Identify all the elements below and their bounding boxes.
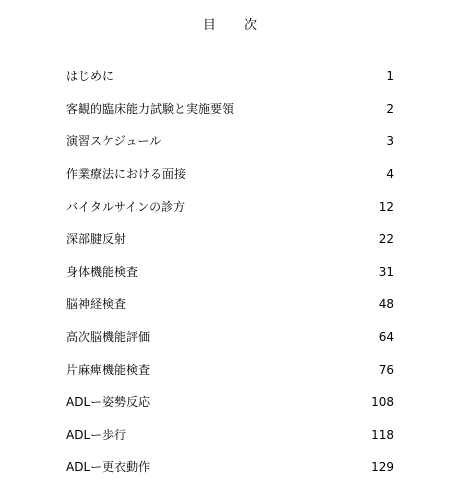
toc-entry-label: 作業療法における面接 [66,167,187,182]
toc-entry-label: ADLー姿勢反応 [66,395,151,410]
toc-entry[interactable] [66,190,394,223]
toc-entry-label: 客観的臨床能力試験と実施要領 [66,101,235,116]
toc-entry[interactable] [66,419,394,452]
toc-entry[interactable] [66,353,394,386]
toc-entry-page: 2 [386,101,394,116]
toc-entry-label: 身体機能検査 [66,264,139,279]
page-title: 目 次 [202,18,270,33]
toc-entry-label: 深部腱反射 [66,232,127,247]
toc-entry[interactable] [66,451,394,484]
toc-entry-label: ADLー更衣動作 [66,460,151,475]
toc-entry-page: 118 [371,427,394,442]
toc-entry[interactable] [66,288,394,321]
toc-entry[interactable] [66,256,394,289]
toc-entry-page: 31 [378,264,394,279]
toc-entry-label: 高次脳機能評価 [66,330,151,345]
toc-entry-label: バイタルサインの診方 [66,199,186,214]
toc-entry-label: はじめに [66,69,115,84]
toc-entry-page: 76 [378,362,394,377]
toc-entry-page: 22 [378,232,394,247]
toc-entry-page: 48 [378,297,394,312]
toc-entry[interactable] [66,386,394,419]
toc-entry-page: 64 [378,330,394,345]
toc-entry-label: ADLー歩行 [66,427,127,442]
toc-entry[interactable] [66,223,394,256]
toc-entry-page: 129 [371,460,394,475]
table-of-contents [66,60,394,484]
toc-entry[interactable] [66,321,394,354]
toc-entry-label: 脳神経検査 [66,297,127,312]
toc-entry[interactable] [66,158,394,191]
toc-entry-label: 演習スケジュール [66,134,162,149]
toc-entry[interactable] [66,125,394,158]
toc-entry[interactable] [66,60,394,93]
toc-entry[interactable] [66,93,394,126]
toc-entry-page: 1 [386,69,394,84]
toc-entry-page: 108 [371,395,394,410]
toc-entry-page: 12 [378,199,394,214]
toc-entry-label: 片麻痺機能検査 [66,362,151,377]
toc-entry-page: 3 [386,134,394,149]
toc-entry-page: 4 [386,167,394,182]
